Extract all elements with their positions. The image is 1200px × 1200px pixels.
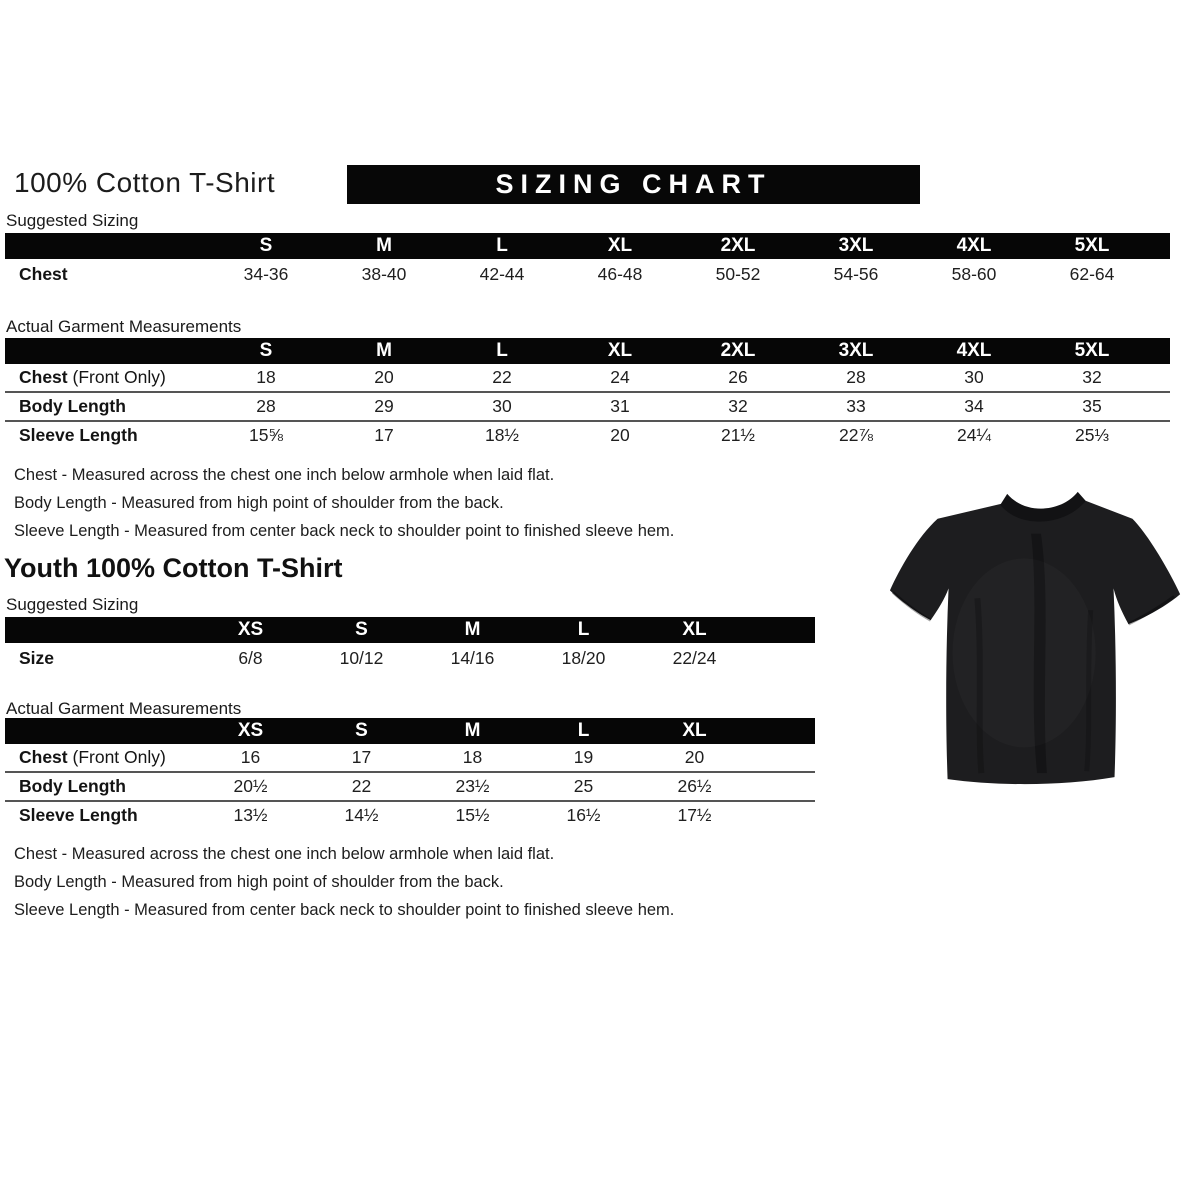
column-header: M bbox=[417, 718, 528, 744]
table-cell-spacer bbox=[1151, 259, 1170, 289]
column-header: 3XL bbox=[797, 233, 915, 259]
table-cell-spacer bbox=[750, 643, 815, 673]
table-cell: 18½ bbox=[484, 425, 520, 445]
table-cell-spacer bbox=[750, 801, 815, 829]
column-header: XL bbox=[561, 233, 679, 259]
row-label: Sleeve Length bbox=[19, 425, 138, 445]
table-cell: 16½ bbox=[566, 805, 601, 825]
column-header: S bbox=[207, 233, 325, 259]
table-cell: 26 bbox=[728, 367, 748, 387]
column-header: 3XL bbox=[797, 338, 915, 364]
header-corner bbox=[5, 338, 207, 364]
column-header: 2XL bbox=[679, 233, 797, 259]
table-row bbox=[5, 364, 1170, 392]
column-header: M bbox=[417, 617, 528, 643]
column-header: XL bbox=[639, 617, 750, 643]
note-line: Sleeve Length - Measured from center back neck to shoulder point to finished sleeve hem. bbox=[14, 901, 675, 919]
note-line: Sleeve Length - Measured from center back neck to shoulder point to finished sleeve hem. bbox=[14, 522, 675, 540]
table-cell: 18 bbox=[462, 747, 483, 767]
table-cell: 22⅞ bbox=[838, 425, 874, 445]
header-spacer bbox=[1151, 338, 1170, 364]
table-cell: 46-48 bbox=[597, 263, 643, 284]
adult-suggested-table bbox=[5, 233, 1170, 289]
column-header: 4XL bbox=[915, 233, 1033, 259]
column-header: 2XL bbox=[679, 338, 797, 364]
adult-actual-table bbox=[5, 338, 1170, 449]
table-cell: 20 bbox=[374, 367, 394, 387]
table-cell: 17 bbox=[374, 425, 394, 445]
adult-actual-label: Actual Garment Measurements bbox=[6, 317, 242, 336]
table-cell: 19 bbox=[573, 747, 594, 767]
table-cell: 30 bbox=[964, 367, 984, 387]
column-header: 5XL bbox=[1033, 338, 1151, 364]
table-cell: 20 bbox=[610, 425, 630, 445]
table-cell: 50-52 bbox=[715, 263, 761, 284]
table-cell: 54-56 bbox=[833, 263, 879, 284]
table-cell: 22 bbox=[351, 776, 372, 796]
column-header: L bbox=[443, 338, 561, 364]
table-cell: 23½ bbox=[455, 776, 490, 796]
table-cell: 26½ bbox=[677, 776, 712, 796]
row-label: Chest (Front Only) bbox=[19, 367, 166, 387]
column-header: M bbox=[325, 338, 443, 364]
header-row bbox=[5, 617, 815, 643]
adult-suggested-label: Suggested Sizing bbox=[6, 211, 139, 230]
table-cell: 32 bbox=[728, 396, 748, 416]
table-row bbox=[5, 801, 815, 829]
column-header: XL bbox=[561, 338, 679, 364]
table-cell: 16 bbox=[240, 747, 261, 767]
table-cell: 14/16 bbox=[450, 647, 495, 668]
column-header: 4XL bbox=[915, 338, 1033, 364]
row-label: Body Length bbox=[19, 396, 126, 416]
row-label: Chest bbox=[19, 263, 68, 284]
table-cell: 15½ bbox=[455, 805, 490, 825]
table-cell: 34-36 bbox=[243, 263, 289, 284]
youth-section-heading: Youth 100% Cotton T-Shirt bbox=[4, 553, 343, 583]
table-cell: 33 bbox=[846, 396, 866, 416]
table-cell: 18/20 bbox=[561, 647, 606, 668]
table-row bbox=[5, 421, 1170, 449]
header-corner bbox=[5, 718, 195, 744]
tshirt-image bbox=[880, 478, 1198, 803]
youth-actual-table bbox=[5, 718, 815, 829]
column-header: M bbox=[325, 233, 443, 259]
table-cell: 24¼ bbox=[956, 425, 992, 445]
table-cell: 38-40 bbox=[361, 263, 407, 284]
table-row bbox=[5, 392, 1170, 421]
table-cell: 42-44 bbox=[479, 263, 525, 284]
table-cell: 20 bbox=[684, 747, 705, 767]
header-corner bbox=[5, 233, 207, 259]
row-label: Body Length bbox=[19, 776, 126, 796]
table-cell: 28 bbox=[846, 367, 866, 387]
youth-suggested-label: Suggested Sizing bbox=[6, 595, 139, 614]
table-cell: 58-60 bbox=[951, 263, 997, 284]
header-row bbox=[5, 718, 815, 744]
column-header: S bbox=[306, 617, 417, 643]
table-cell: 35 bbox=[1082, 396, 1102, 416]
table-cell-spacer bbox=[1151, 364, 1170, 392]
column-header: L bbox=[528, 718, 639, 744]
column-header: L bbox=[443, 233, 561, 259]
adult-notes bbox=[14, 466, 674, 550]
note-line: Chest - Measured across the chest one inch below armhole when laid flat. bbox=[14, 845, 555, 863]
table-cell: 30 bbox=[492, 396, 512, 416]
table-cell: 13½ bbox=[233, 805, 268, 825]
header-row bbox=[5, 233, 1170, 259]
row-label: Chest (Front Only) bbox=[19, 747, 166, 767]
table-cell: 10/12 bbox=[339, 647, 384, 668]
table-cell-spacer bbox=[750, 744, 815, 772]
table-cell: 22 bbox=[492, 367, 512, 387]
table-cell-spacer bbox=[750, 772, 815, 801]
youth-notes bbox=[14, 845, 674, 929]
table-cell-spacer bbox=[1151, 421, 1170, 449]
table-row bbox=[5, 259, 1170, 289]
column-header: S bbox=[306, 718, 417, 744]
table-cell: 15⅝ bbox=[248, 425, 284, 445]
table-cell: 28 bbox=[256, 396, 276, 416]
table-cell: 31 bbox=[610, 396, 630, 416]
table-cell: 17½ bbox=[677, 805, 712, 825]
page-title: 100% Cotton T-Shirt bbox=[14, 167, 276, 198]
table-cell: 14½ bbox=[344, 805, 379, 825]
table-cell: 34 bbox=[964, 396, 984, 416]
table-cell: 6/8 bbox=[238, 647, 263, 668]
note-line: Body Length - Measured from high point of shoulder from the back. bbox=[14, 873, 504, 891]
table-cell: 25⅓ bbox=[1074, 425, 1110, 445]
column-header: S bbox=[207, 338, 325, 364]
table-cell: 25 bbox=[573, 776, 594, 796]
youth-actual-label: Actual Garment Measurements bbox=[6, 699, 242, 718]
column-header: 5XL bbox=[1033, 233, 1151, 259]
youth-suggested-table bbox=[5, 617, 815, 673]
table-row bbox=[5, 744, 815, 772]
table-cell: 22/24 bbox=[672, 647, 717, 668]
table-cell: 62-64 bbox=[1069, 263, 1115, 284]
table-cell: 18 bbox=[256, 367, 276, 387]
header-corner bbox=[5, 617, 195, 643]
table-cell: 17 bbox=[351, 747, 372, 767]
sizing-chart-banner bbox=[347, 165, 920, 204]
table-cell: 24 bbox=[610, 367, 630, 387]
column-header: L bbox=[528, 617, 639, 643]
column-header: XS bbox=[195, 718, 306, 744]
note-line: Body Length - Measured from high point of shoulder from the back. bbox=[14, 494, 504, 512]
sizing-chart-banner-text: SIZING CHART bbox=[495, 169, 772, 199]
row-label: Sleeve Length bbox=[19, 805, 138, 825]
column-header: XL bbox=[639, 718, 750, 744]
column-header: XS bbox=[195, 617, 306, 643]
header-spacer bbox=[750, 718, 815, 744]
row-label: Size bbox=[19, 647, 55, 668]
table-cell: 21½ bbox=[720, 425, 756, 445]
table-row bbox=[5, 643, 815, 673]
header-row bbox=[5, 338, 1170, 364]
header-spacer bbox=[750, 617, 815, 643]
header-spacer bbox=[1151, 233, 1170, 259]
table-row bbox=[5, 772, 815, 801]
note-line: Chest - Measured across the chest one inch below armhole when laid flat. bbox=[14, 466, 555, 484]
table-cell: 29 bbox=[374, 396, 394, 416]
table-cell-spacer bbox=[1151, 392, 1170, 421]
table-cell: 20½ bbox=[233, 776, 268, 796]
table-cell: 32 bbox=[1082, 367, 1102, 387]
